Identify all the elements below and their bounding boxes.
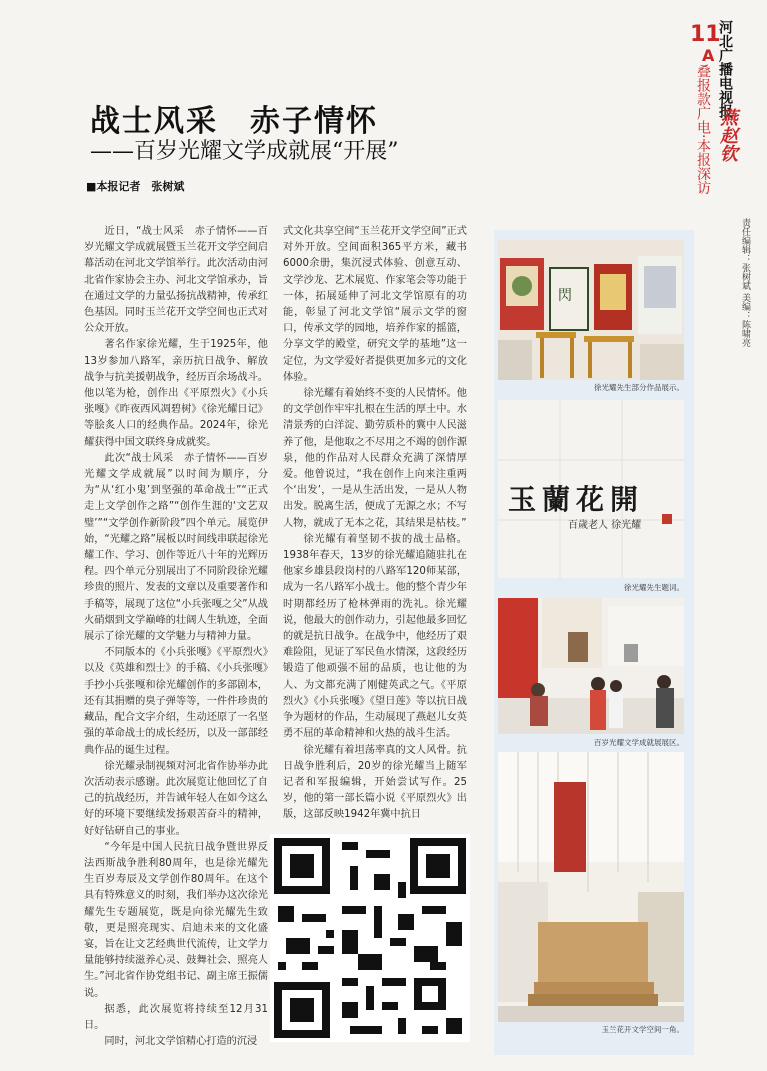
calligraphy-text: 玉蘭花開 <box>508 483 645 516</box>
calligraphy-signature: 百歲老人 徐光耀 <box>568 520 642 531</box>
photo-book-display <box>498 240 684 380</box>
paragraph: 不同版本的《小兵张嘎》《平原烈火》以及《英雄和烈士》的手稿、《小兵张嘎》手抄小兵张嘎和徐光耀创作的多部剧本，还有其捐赠的臭子弹等等，一件件珍贵的藏品，配合文字介绍，生动还原了一名坚强的革命战士的成长经历，以及一部部经典作品的诞生过程。 <box>84 647 268 756</box>
paragraph: “今年是中国人民抗日战争暨世界反法西斯战争胜利80周年，也是徐光耀先生百岁寿辰及文学创作80周年。在这个具有特殊意义的时刻，我们举办这次徐光耀先生专题展览，既是向徐光耀先生致敬，更是照亮现实、启迪未来的文化盛宴，旨在让文艺经典世代流传，让文学力量能够持续滋养心灵、鼓舞社会、照亮人生。”河北省作协党组书记、副主席王振儒说。 <box>84 841 268 999</box>
seal-stamp-icon <box>662 514 672 524</box>
page-title: 战士风采 赤子情怀 <box>90 104 378 139</box>
section-tagline: 叠报款广电·本报深访 <box>695 64 711 195</box>
editor-credits: 责任编辑：张树斌 美编：陈啸亮 <box>740 218 750 347</box>
article-column-1 <box>84 224 268 1048</box>
paragraph: 式文化共享空间“玉兰花开文学空间”正式对外开放。空间面积365平方米，藏书6000余册，集沉浸式体验、创意互动、文学沙龙、艺术展览、作家笔会等功能于一体，拓展延伸了河北文学馆原有的功能，彰显了河北文学馆“展示文学的窗口，传承文学的园地，培养作家的摇篮，分享文学的殿堂，研究文学的基地”这一定位，为文学爱好者提供更加多元的文化体验。 <box>283 226 467 383</box>
photo-calligraphy <box>498 400 684 578</box>
page-subtitle: ——百岁光耀文学成就展“开展” <box>90 139 399 164</box>
article-column-2 <box>283 224 467 821</box>
photo-caption: 徐光耀先生部分作品展示。 <box>594 383 684 392</box>
page-number: 11 <box>690 22 721 47</box>
paragraph: 据悉，此次展览将持续至12月31日。 <box>84 1003 268 1031</box>
photo-caption: 徐光耀先生题词。 <box>624 583 684 592</box>
photo-caption: 百岁光耀文学成就展展区。 <box>594 738 684 747</box>
paragraph: 徐光耀有着坦荡率真的文人风骨。抗日战争胜利后，20岁的徐光耀当上随军记者和军报编辑，开始尝试写作。25岁，他的第一部长篇小说《平原烈火》出版，这部反映1942年冀中抗日 <box>283 744 467 821</box>
section-letter: A <box>702 46 715 65</box>
paragraph: 近日，“战士风采 赤子情怀——百岁光耀文学成就展暨玉兰花开文学空间启幕活动在河北文学馆举行。此次活动由河北省作家协会主办、河北文学馆承办，旨在通过文学的力量弘扬抗战精神，传承红色基因。同时玉兰花开文学空间也正式对公众开放。 <box>84 226 268 335</box>
paragraph: 同时，河北文学馆精心打造的沉浸 <box>104 1036 258 1048</box>
photo-literature-space <box>498 752 684 1022</box>
qr-code-image <box>270 834 470 1042</box>
paragraph: 此次“战士风采 赤子情怀——百岁光耀文学成就展”以时间为顺序，分为“从‘红小鬼’到坚强的革命战士”“正式走上文学创作之路”“创作生涯的‘文艺双璧’”“文学创作新阶段”四个单元。展览伊始，“光耀之路”展板以时间线串联起徐光耀工作、学习、创作等近八十年的光辉历程。四个单元分别展出了不同阶段徐光耀珍贵的照片、发表的文章以及重要著作和手稿等，展现了这位“小兵张嘎之父”从战火硝烟到文学巅峰的壮阔人生轨迹，全面展示了徐光耀的文学魅力与精神力量。 <box>84 452 268 643</box>
photo-caption: 玉兰花开文学空间一角。 <box>601 1025 684 1034</box>
paragraph: 著名作家徐光耀，生于1925年，他13岁参加八路军，亲历抗日战争、解放战争与抗美援朝战争，经历百余场战斗。他以笔为枪，创作出《平原烈火》《小兵张嘎》《昨夜西风凋碧树》《徐光耀日记》等脍炙人口的经典作品。2024年，徐光耀获得中国文联终身成就奖。 <box>84 339 268 448</box>
byline: ■本报记者 张树斌 <box>86 180 185 193</box>
paragraph: 徐光耀有着始终不变的人民情怀。他的文学创作牢牢扎根在生活的厚土中。水清景秀的白洋淀、勤劳质朴的冀中人民滋养了他，是他取之不尽用之不竭的创作源泉，他的作品对人民群众充满了深情厚爱。他曾说过，“我在创作上向来注重两个‘出发’，一是从生活出发，一是从人物出发。脱离生活，便成了无源之水；不写人物，就成了无本之花，其结果是枯枝。” <box>283 388 467 529</box>
photo-exhibition-hall <box>498 598 684 734</box>
svg-text:閃: 閃 <box>558 288 572 304</box>
paragraph: 徐光耀有着坚韧不拔的战士品格。1938年春天，13岁的徐光耀追随驻扎在他家乡雄县段岗村的八路军120师某部，成为一名八路军小战士。他的整个青少年时期都经历了枪林弹雨的洗礼。徐光耀说，他最大的创作动力，引起他最多回忆的就是抗日战争。在战争中，他经历了艰难险阻，见证了军民鱼水情深，这段经历锻造了他顽强不屈的品质，也让他的为人、为文都充满了刚健英武之气。《平原烈火》《小兵张嘎》《望日莲》等以抗日战争为题材的作品，生动展现了燕赵儿女英勇不屈的革命精神和火热的战斗生活。 <box>283 533 467 740</box>
paragraph: 徐光耀录制视频对河北省作协举办此次活动表示感谢。此次展览让他回忆了自己的抗战经历，并告诫年轻人在如今这么好的环境下要继续发扬艰苦奋斗的精神，好好钻研自己的事业。 <box>84 760 268 837</box>
paper-name: 河北广播电视报 <box>717 20 733 118</box>
column-brand-logo: 燕赵钦 <box>717 108 738 162</box>
